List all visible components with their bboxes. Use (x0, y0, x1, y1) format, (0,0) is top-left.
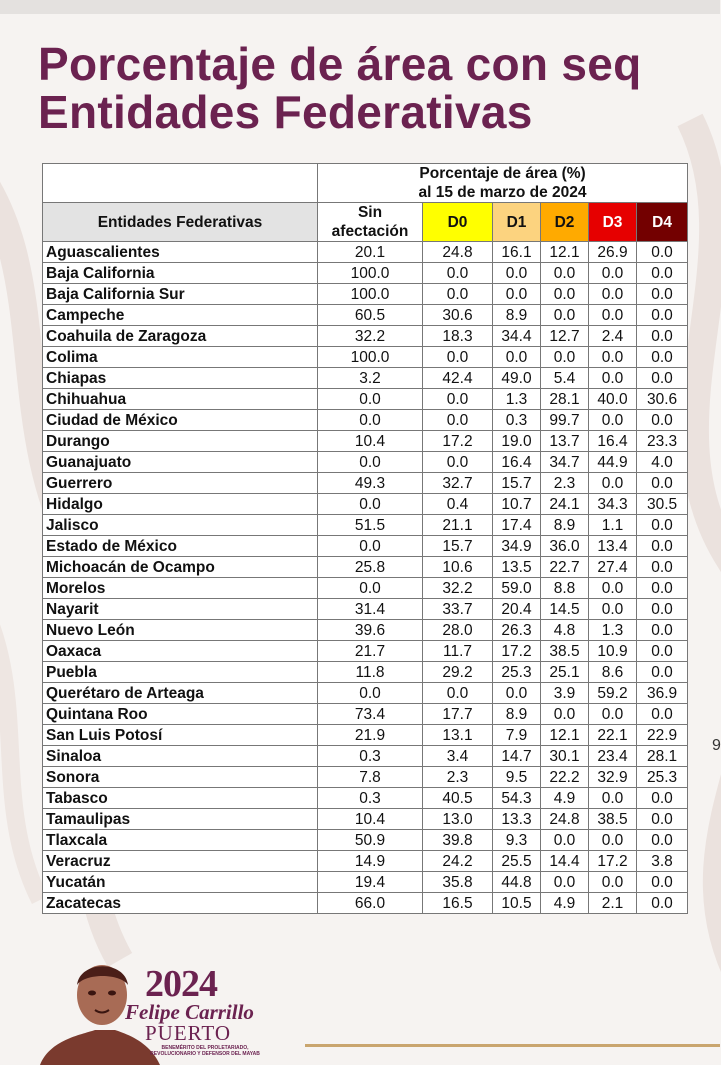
cell-d0: 18.3 (423, 326, 493, 347)
cell-d4: 0.0 (637, 305, 688, 326)
cell-d2: 12.1 (541, 242, 589, 263)
entity-name: Tabasco (43, 788, 318, 809)
cell-d1: 44.8 (493, 872, 541, 893)
cell-d0: 40.5 (423, 788, 493, 809)
cell-d2: 24.8 (541, 809, 589, 830)
cell-d3: 0.0 (589, 830, 637, 851)
cell-d2: 14.4 (541, 851, 589, 872)
table-row (43, 809, 688, 830)
entity-name: San Luis Potosí (43, 725, 318, 746)
entity-name: Michoacán de Ocampo (43, 557, 318, 578)
cell-d0: 2.3 (423, 767, 493, 788)
cell-d1: 9.5 (493, 767, 541, 788)
table-row (43, 893, 688, 914)
cell-sin-afectacion: 73.4 (318, 704, 423, 725)
cell-sin-afectacion: 21.7 (318, 641, 423, 662)
entity-name: Ciudad de México (43, 410, 318, 431)
cell-d3: 27.4 (589, 557, 637, 578)
column-header-entity: Entidades Federativas (43, 203, 318, 242)
table-row (43, 368, 688, 389)
cell-d3: 59.2 (589, 683, 637, 704)
entity-name: Jalisco (43, 515, 318, 536)
cell-d1: 19.0 (493, 431, 541, 452)
entity-name: Morelos (43, 578, 318, 599)
cell-d4: 0.0 (637, 347, 688, 368)
table-header-columns (43, 203, 688, 242)
cell-d1: 0.0 (493, 347, 541, 368)
cell-d2: 99.7 (541, 410, 589, 431)
cell-d0: 30.6 (423, 305, 493, 326)
cell-d0: 0.0 (423, 452, 493, 473)
cell-d1: 16.1 (493, 242, 541, 263)
cell-d0: 11.7 (423, 641, 493, 662)
cell-d1: 49.0 (493, 368, 541, 389)
cell-d2: 30.1 (541, 746, 589, 767)
cell-d2: 5.4 (541, 368, 589, 389)
cell-sin-afectacion: 0.0 (318, 389, 423, 410)
page-title (38, 40, 642, 136)
cell-d4: 0.0 (637, 620, 688, 641)
entity-name: Nuevo León (43, 620, 318, 641)
column-header-d0: D0 (423, 203, 493, 242)
cell-d2: 0.0 (541, 704, 589, 725)
entity-name: Hidalgo (43, 494, 318, 515)
header-period-line-2: al 15 de marzo de 2024 (418, 184, 587, 201)
cell-d3: 23.4 (589, 746, 637, 767)
title-line-1: Porcentaje de área con seq (38, 38, 642, 90)
cell-sin-afectacion: 10.4 (318, 809, 423, 830)
cell-d4: 28.1 (637, 746, 688, 767)
entity-name: Aguascalientes (43, 242, 318, 263)
cell-d0: 21.1 (423, 515, 493, 536)
cell-d3: 34.3 (589, 494, 637, 515)
table-row (43, 872, 688, 893)
cell-d3: 13.4 (589, 536, 637, 557)
cell-d1: 8.9 (493, 305, 541, 326)
column-header-sin-afectacion (318, 203, 423, 242)
cell-d4: 30.6 (637, 389, 688, 410)
cell-d1: 10.5 (493, 893, 541, 914)
cell-d4: 0.0 (637, 536, 688, 557)
cell-d2: 8.9 (541, 515, 589, 536)
cell-sin-afectacion: 49.3 (318, 473, 423, 494)
logo-name-line-2: PUERTO (145, 1021, 232, 1045)
cell-sin-afectacion: 100.0 (318, 263, 423, 284)
cell-d4: 0.0 (637, 473, 688, 494)
cell-d4: 0.0 (637, 704, 688, 725)
cell-d1: 0.3 (493, 410, 541, 431)
logo-name-line-1: Felipe Carrillo (125, 1000, 254, 1024)
cell-d4: 0.0 (637, 410, 688, 431)
cell-d3: 10.9 (589, 641, 637, 662)
table-row (43, 389, 688, 410)
table-row (43, 830, 688, 851)
cell-d3: 0.0 (589, 473, 637, 494)
cell-d3: 0.0 (589, 410, 637, 431)
footer-accent-line (305, 1044, 720, 1047)
cell-d4: 0.0 (637, 284, 688, 305)
cell-d4: 0.0 (637, 263, 688, 284)
cell-d2: 34.7 (541, 452, 589, 473)
cell-d1: 14.7 (493, 746, 541, 767)
cell-d0: 17.7 (423, 704, 493, 725)
table-row (43, 662, 688, 683)
cell-d2: 25.1 (541, 662, 589, 683)
cell-d0: 24.8 (423, 242, 493, 263)
cell-d0: 29.2 (423, 662, 493, 683)
entity-name: Sinaloa (43, 746, 318, 767)
cell-d2: 0.0 (541, 305, 589, 326)
cell-d1: 7.9 (493, 725, 541, 746)
cell-d1: 16.4 (493, 452, 541, 473)
cell-sin-afectacion: 19.4 (318, 872, 423, 893)
logo-tagline: BENEMÉRITO DEL PROLETARIADO, REVOLUCIONARIO Y DEFENSOR DEL MAYAB (150, 1045, 260, 1057)
cell-d4: 22.9 (637, 725, 688, 746)
cell-d4: 0.0 (637, 578, 688, 599)
cell-d3: 26.9 (589, 242, 637, 263)
cell-d1: 10.7 (493, 494, 541, 515)
cell-sin-afectacion: 51.5 (318, 515, 423, 536)
entity-name: Coahuila de Zaragoza (43, 326, 318, 347)
title-line-2: Entidades Federativas (38, 86, 533, 138)
cell-sin-afectacion: 31.4 (318, 599, 423, 620)
cell-d4: 0.0 (637, 830, 688, 851)
cell-d3: 40.0 (589, 389, 637, 410)
entity-name: Veracruz (43, 851, 318, 872)
cell-sin-afectacion: 60.5 (318, 305, 423, 326)
cell-d4: 0.0 (637, 326, 688, 347)
table-row (43, 788, 688, 809)
cell-sin-afectacion: 7.8 (318, 767, 423, 788)
cell-d0: 0.0 (423, 284, 493, 305)
cell-d4: 0.0 (637, 242, 688, 263)
cell-d3: 0.0 (589, 368, 637, 389)
entity-name: Chihuahua (43, 389, 318, 410)
cell-d2: 2.3 (541, 473, 589, 494)
cell-sin-afectacion: 0.0 (318, 410, 423, 431)
cell-d1: 0.0 (493, 683, 541, 704)
cell-d3: 0.0 (589, 704, 637, 725)
table-row (43, 326, 688, 347)
table-row (43, 494, 688, 515)
cell-d1: 17.4 (493, 515, 541, 536)
cell-sin-afectacion: 0.0 (318, 683, 423, 704)
table-header-top (43, 164, 688, 203)
cell-d4: 0.0 (637, 368, 688, 389)
edge-fragment: 9 (712, 737, 721, 754)
cell-d1: 0.0 (493, 284, 541, 305)
cell-d3: 0.0 (589, 599, 637, 620)
cell-d0: 10.6 (423, 557, 493, 578)
cell-d0: 42.4 (423, 368, 493, 389)
cell-d1: 17.2 (493, 641, 541, 662)
cell-sin-afectacion: 0.0 (318, 452, 423, 473)
cell-d4: 0.0 (637, 557, 688, 578)
cell-sin-afectacion: 14.9 (318, 851, 423, 872)
cell-d3: 17.2 (589, 851, 637, 872)
cell-d3: 1.3 (589, 620, 637, 641)
table-row (43, 683, 688, 704)
cell-d1: 13.5 (493, 557, 541, 578)
entity-name: Baja California (43, 263, 318, 284)
cell-d4: 0.0 (637, 599, 688, 620)
entity-name: Guanajuato (43, 452, 318, 473)
cell-d0: 0.0 (423, 347, 493, 368)
cell-d0: 33.7 (423, 599, 493, 620)
cell-d2: 36.0 (541, 536, 589, 557)
cell-d1: 8.9 (493, 704, 541, 725)
cell-d1: 26.3 (493, 620, 541, 641)
cell-d0: 17.2 (423, 431, 493, 452)
table-row (43, 347, 688, 368)
cell-d0: 0.0 (423, 263, 493, 284)
cell-d1: 34.9 (493, 536, 541, 557)
cell-sin-afectacion: 32.2 (318, 326, 423, 347)
cell-d0: 0.0 (423, 683, 493, 704)
cell-d2: 12.7 (541, 326, 589, 347)
cell-d0: 3.4 (423, 746, 493, 767)
table-row (43, 515, 688, 536)
cell-sin-afectacion: 0.0 (318, 536, 423, 557)
table-row (43, 473, 688, 494)
cell-d2: 0.0 (541, 263, 589, 284)
entity-name: Oaxaca (43, 641, 318, 662)
cell-d1: 13.3 (493, 809, 541, 830)
cell-sin-afectacion: 100.0 (318, 347, 423, 368)
table-row (43, 767, 688, 788)
cell-d0: 16.5 (423, 893, 493, 914)
cell-d2: 22.2 (541, 767, 589, 788)
cell-d0: 15.7 (423, 536, 493, 557)
cell-d1: 15.7 (493, 473, 541, 494)
cell-d4: 0.0 (637, 809, 688, 830)
cell-d4: 0.0 (637, 641, 688, 662)
cell-d2: 28.1 (541, 389, 589, 410)
cell-d3: 0.0 (589, 347, 637, 368)
cell-sin-afectacion: 11.8 (318, 662, 423, 683)
table-row (43, 704, 688, 725)
entity-name: Tlaxcala (43, 830, 318, 851)
entity-name: Guerrero (43, 473, 318, 494)
cell-d0: 32.2 (423, 578, 493, 599)
cell-sin-afectacion: 66.0 (318, 893, 423, 914)
cell-d0: 35.8 (423, 872, 493, 893)
cell-d1: 1.3 (493, 389, 541, 410)
cell-d0: 0.0 (423, 389, 493, 410)
table-row (43, 284, 688, 305)
cell-d2: 24.1 (541, 494, 589, 515)
cell-d3: 2.1 (589, 893, 637, 914)
cell-d4: 30.5 (637, 494, 688, 515)
cell-d3: 1.1 (589, 515, 637, 536)
cell-d2: 0.0 (541, 830, 589, 851)
cell-sin-afectacion: 0.3 (318, 746, 423, 767)
cell-d2: 13.7 (541, 431, 589, 452)
sin-line-1: Sin (357, 204, 383, 221)
entity-name: Sonora (43, 767, 318, 788)
cell-d3: 32.9 (589, 767, 637, 788)
cell-sin-afectacion: 39.6 (318, 620, 423, 641)
header-period-line-1: Porcentaje de área (%) (419, 165, 586, 182)
cell-sin-afectacion: 0.0 (318, 494, 423, 515)
cell-d4: 0.0 (637, 515, 688, 536)
entity-name: Zacatecas (43, 893, 318, 914)
cell-d2: 0.0 (541, 347, 589, 368)
cell-d3: 0.0 (589, 284, 637, 305)
cell-d2: 4.9 (541, 788, 589, 809)
cell-d3: 38.5 (589, 809, 637, 830)
table-row (43, 599, 688, 620)
entity-name: Puebla (43, 662, 318, 683)
cell-sin-afectacion: 21.9 (318, 725, 423, 746)
cell-d3: 2.4 (589, 326, 637, 347)
table-row (43, 746, 688, 767)
sin-line-2: afectación (331, 223, 409, 240)
cell-d1: 20.4 (493, 599, 541, 620)
cell-d0: 28.0 (423, 620, 493, 641)
table-row (43, 557, 688, 578)
cell-sin-afectacion: 10.4 (318, 431, 423, 452)
entity-name: Colima (43, 347, 318, 368)
cell-sin-afectacion: 0.0 (318, 578, 423, 599)
cell-d0: 0.4 (423, 494, 493, 515)
cell-sin-afectacion: 3.2 (318, 368, 423, 389)
table-row (43, 410, 688, 431)
cell-d1: 59.0 (493, 578, 541, 599)
cell-d0: 24.2 (423, 851, 493, 872)
cell-d4: 23.3 (637, 431, 688, 452)
cell-sin-afectacion: 0.3 (318, 788, 423, 809)
entity-name: Nayarit (43, 599, 318, 620)
table-row (43, 263, 688, 284)
entity-name: Baja California Sur (43, 284, 318, 305)
table-row (43, 641, 688, 662)
cell-d0: 39.8 (423, 830, 493, 851)
cell-d4: 0.0 (637, 872, 688, 893)
entity-name: Campeche (43, 305, 318, 326)
table-row (43, 851, 688, 872)
cell-d1: 9.3 (493, 830, 541, 851)
cell-d1: 0.0 (493, 263, 541, 284)
year-logo: 2024 (145, 963, 217, 1005)
cell-d2: 12.1 (541, 725, 589, 746)
cell-d4: 36.9 (637, 683, 688, 704)
cell-d3: 8.6 (589, 662, 637, 683)
cell-d0: 13.0 (423, 809, 493, 830)
header-period (318, 164, 688, 203)
cell-d2: 4.9 (541, 893, 589, 914)
cell-d2: 3.9 (541, 683, 589, 704)
cell-d1: 25.5 (493, 851, 541, 872)
cell-sin-afectacion: 100.0 (318, 284, 423, 305)
cell-d4: 4.0 (637, 452, 688, 473)
cell-d2: 4.8 (541, 620, 589, 641)
cell-d0: 0.0 (423, 410, 493, 431)
table-row (43, 431, 688, 452)
cell-d3: 0.0 (589, 305, 637, 326)
cell-sin-afectacion: 50.9 (318, 830, 423, 851)
cell-d4: 25.3 (637, 767, 688, 788)
cell-d2: 14.5 (541, 599, 589, 620)
cell-d3: 0.0 (589, 263, 637, 284)
entity-name: Yucatán (43, 872, 318, 893)
table-body (43, 242, 688, 914)
cell-d2: 0.0 (541, 872, 589, 893)
cell-d2: 38.5 (541, 641, 589, 662)
cell-sin-afectacion: 20.1 (318, 242, 423, 263)
cell-d4: 0.0 (637, 662, 688, 683)
cell-d1: 25.3 (493, 662, 541, 683)
entity-name: Quintana Roo (43, 704, 318, 725)
cell-d0: 32.7 (423, 473, 493, 494)
cell-d3: 44.9 (589, 452, 637, 473)
cell-d4: 0.0 (637, 788, 688, 809)
entity-name: Estado de México (43, 536, 318, 557)
column-header-d3: D3 (589, 203, 637, 242)
cell-sin-afectacion: 25.8 (318, 557, 423, 578)
entity-name: Tamaulipas (43, 809, 318, 830)
cell-d3: 0.0 (589, 872, 637, 893)
cell-d3: 0.0 (589, 788, 637, 809)
cell-d4: 0.0 (637, 893, 688, 914)
table-row (43, 305, 688, 326)
entity-name: Querétaro de Arteaga (43, 683, 318, 704)
table-row (43, 536, 688, 557)
table-row (43, 242, 688, 263)
table-row (43, 725, 688, 746)
cell-d2: 22.7 (541, 557, 589, 578)
column-header-d4: D4 (637, 203, 688, 242)
drought-table (42, 163, 688, 914)
cell-d1: 34.4 (493, 326, 541, 347)
entity-name: Durango (43, 431, 318, 452)
table-row (43, 620, 688, 641)
cell-d3: 0.0 (589, 578, 637, 599)
cell-d3: 22.1 (589, 725, 637, 746)
column-header-d2: D2 (541, 203, 589, 242)
header-blank-cell (43, 164, 318, 203)
table-row (43, 452, 688, 473)
cell-d3: 16.4 (589, 431, 637, 452)
cell-d2: 8.8 (541, 578, 589, 599)
cell-d0: 13.1 (423, 725, 493, 746)
cell-d4: 3.8 (637, 851, 688, 872)
cell-d2: 0.0 (541, 284, 589, 305)
column-header-d1: D1 (493, 203, 541, 242)
table-row (43, 578, 688, 599)
cell-d1: 54.3 (493, 788, 541, 809)
entity-name: Chiapas (43, 368, 318, 389)
